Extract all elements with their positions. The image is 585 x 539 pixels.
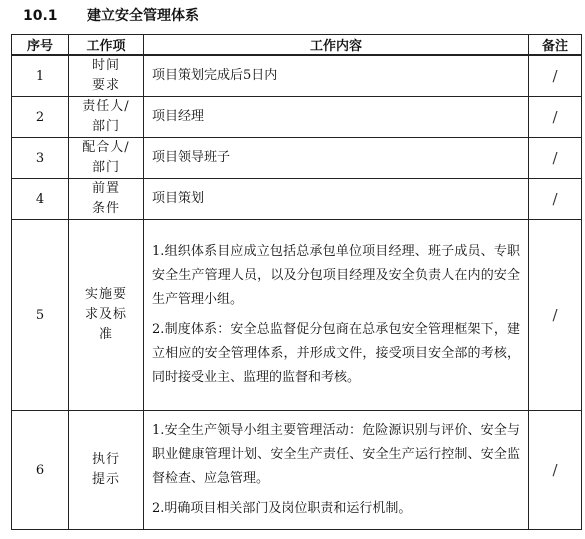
row-number: 2 xyxy=(12,97,69,138)
row-work-item: 前置 条件 xyxy=(69,179,144,220)
table-row xyxy=(12,411,582,530)
content-paragraph: 1.安全生产领导小组主要管理活动：危险源识别与评价、安全与职业健康管理计划、安全生产责任、安全生产运行控制、安全监督检查、应急管理。 xyxy=(152,423,520,486)
row-work-content xyxy=(144,411,529,530)
row-number: 1 xyxy=(12,55,69,97)
content-paragraph: 项目策划 xyxy=(152,191,205,206)
row-work-item: 责任人/ 部门 xyxy=(69,97,144,138)
row-note: / xyxy=(529,138,582,179)
table-row xyxy=(12,97,582,138)
content-paragraph: 项目策划完成后5日内 xyxy=(152,68,278,83)
header-no: 序号 xyxy=(12,35,69,56)
row-work-content xyxy=(144,179,529,220)
row-note: / xyxy=(529,411,582,530)
row-number: 5 xyxy=(12,220,69,411)
content-paragraph: 项目领导班子 xyxy=(152,150,231,165)
row-note: / xyxy=(529,97,582,138)
row-work-item: 配合人/ 部门 xyxy=(69,138,144,179)
content-paragraph: 1.组织体系目应成立包括总承包单位项目经理、班子成员、专职安全生产管理人员，以及分包项目经理及安全负责人在内的安全生产管理小组。 xyxy=(152,244,520,307)
table-row xyxy=(12,55,582,97)
work-table xyxy=(11,34,582,530)
row-note: / xyxy=(529,55,582,97)
row-work-content xyxy=(144,220,529,411)
row-note: / xyxy=(529,220,582,411)
row-note: / xyxy=(529,179,582,220)
header-content: 工作内容 xyxy=(144,35,529,56)
content-paragraph: 2.制度体系：安全总监督促分包商在总承包安全管理框架下，建立相应的安全管理体系，并形成文件，接受项目安全部的考核，同时接受业主、监理的监督和考核。 xyxy=(152,322,520,385)
row-work-content xyxy=(144,97,529,138)
section-number: 10.1 xyxy=(23,8,58,24)
row-work-item: 执行 提示 xyxy=(69,411,144,530)
content-paragraph: 项目经理 xyxy=(152,109,205,124)
content-paragraph: 2.明确项目相关部门及岗位职责和运行机制。 xyxy=(152,501,412,516)
header-note: 备注 xyxy=(529,35,582,56)
row-work-content xyxy=(144,138,529,179)
section-title: 建立安全管理体系 xyxy=(87,8,199,24)
row-number: 3 xyxy=(12,138,69,179)
table-header-row xyxy=(12,35,582,56)
row-work-content xyxy=(144,55,529,97)
header-item: 工作项 xyxy=(69,35,144,56)
row-number: 6 xyxy=(12,411,69,530)
table-row xyxy=(12,220,582,411)
row-work-item: 时间 要求 xyxy=(69,55,144,97)
table-row xyxy=(12,179,582,220)
row-number: 4 xyxy=(12,179,69,220)
row-work-item: 实施要 求及标 准 xyxy=(69,220,144,411)
section-heading xyxy=(23,6,199,26)
table-row xyxy=(12,138,582,179)
